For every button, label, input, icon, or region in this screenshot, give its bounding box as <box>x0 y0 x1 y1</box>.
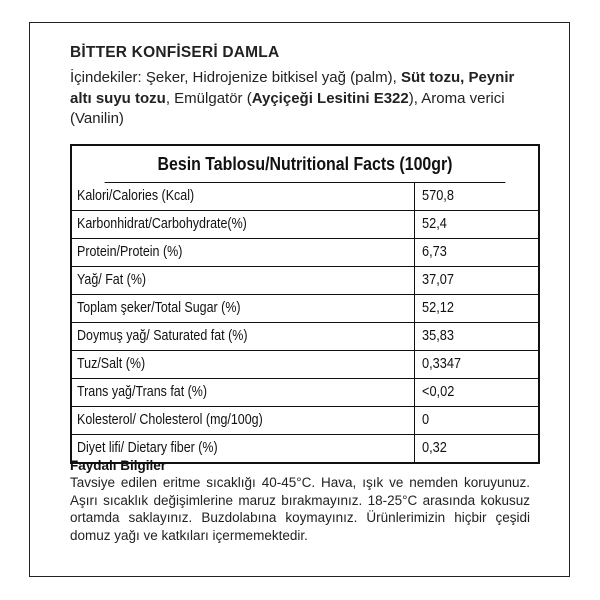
table-row <box>72 378 538 406</box>
nutrient-label: Trans yağ/Trans fat (%) <box>72 379 415 406</box>
nutrient-value: 52,4 <box>422 216 447 232</box>
nutrient-value: 0 <box>422 412 430 428</box>
nutrient-label: Yağ/ Fat (%) <box>72 267 415 294</box>
table-row <box>72 266 538 294</box>
table-row <box>72 238 538 266</box>
ingredients-middle: , Emülgatör ( <box>165 89 252 107</box>
nutrient-label: Kolesterol/ Cholesterol (mg/100g) <box>72 407 415 434</box>
ingredients-prefix: İçindekiler: Şeker, Hidrojenize bitkisel yağ (palm), <box>70 69 401 86</box>
ingredient-whey-powder: Peynir altı suyu tozu <box>70 69 515 107</box>
table-row <box>72 322 538 350</box>
nutrition-table <box>70 144 540 464</box>
ingredient-milk-powder: Süt tozu, <box>400 69 465 86</box>
nutrient-value: 35,83 <box>422 328 454 344</box>
table-row <box>72 183 538 210</box>
table-row <box>72 294 538 322</box>
nutrient-label: Kalori/Calories (Kcal) <box>72 183 415 210</box>
nutrient-label: Diyet lifi/ Dietary fiber (%) <box>72 435 415 462</box>
nutrition-rows <box>72 183 538 462</box>
nutrient-value: 6,73 <box>422 244 447 260</box>
nutrient-label: Protein/Protein (%) <box>72 239 415 266</box>
nutrient-value: 52,12 <box>422 300 454 316</box>
ingredients-text <box>70 68 530 130</box>
useful-info-title: Faydalı Bilgiler <box>70 458 167 473</box>
ingredients-suffix: ), Aroma verici (Vanilin) <box>70 89 505 127</box>
nutrient-value: 570,8 <box>422 188 454 204</box>
table-row <box>72 406 538 434</box>
nutrient-label: Doymuş yağ/ Saturated fat (%) <box>72 323 415 350</box>
nutrient-value: 37,07 <box>422 272 454 288</box>
nutrient-value: 0,3347 <box>422 356 462 372</box>
table-row <box>72 210 538 238</box>
nutrient-value: 0,32 <box>422 440 447 456</box>
useful-info-text: Tavsiye edilen eritme sıcaklığı 40-45°C. Hava, ışık ve nemden koruyunuz. Aşırı sıcaklık değişimlerine maruz bırakmayınız. 18-25°C arasında kokusuz ortamda saklayınız. Buzdolabına koymayınız. Ürünlerimizin hiçbir çeşidi domuz yağı ve katkıları içermemektedir. <box>70 475 530 543</box>
nutrient-label: Toplam şeker/Total Sugar (%) <box>72 295 415 322</box>
nutrient-label: Tuz/Salt (%) <box>72 351 415 378</box>
product-title: BİTTER KONFİSERİ DAMLA <box>70 44 280 61</box>
table-row <box>72 350 538 378</box>
nutrition-table-heading: Besin Tablosu/Nutritional Facts (100gr) <box>105 146 506 183</box>
nutrient-label: Karbonhidrat/Carbohydrate(%) <box>72 211 415 238</box>
nutrient-value: <0,02 <box>422 384 455 400</box>
ingredient-lecithin: Ayçiçeği Lesitini E322 <box>251 89 409 107</box>
